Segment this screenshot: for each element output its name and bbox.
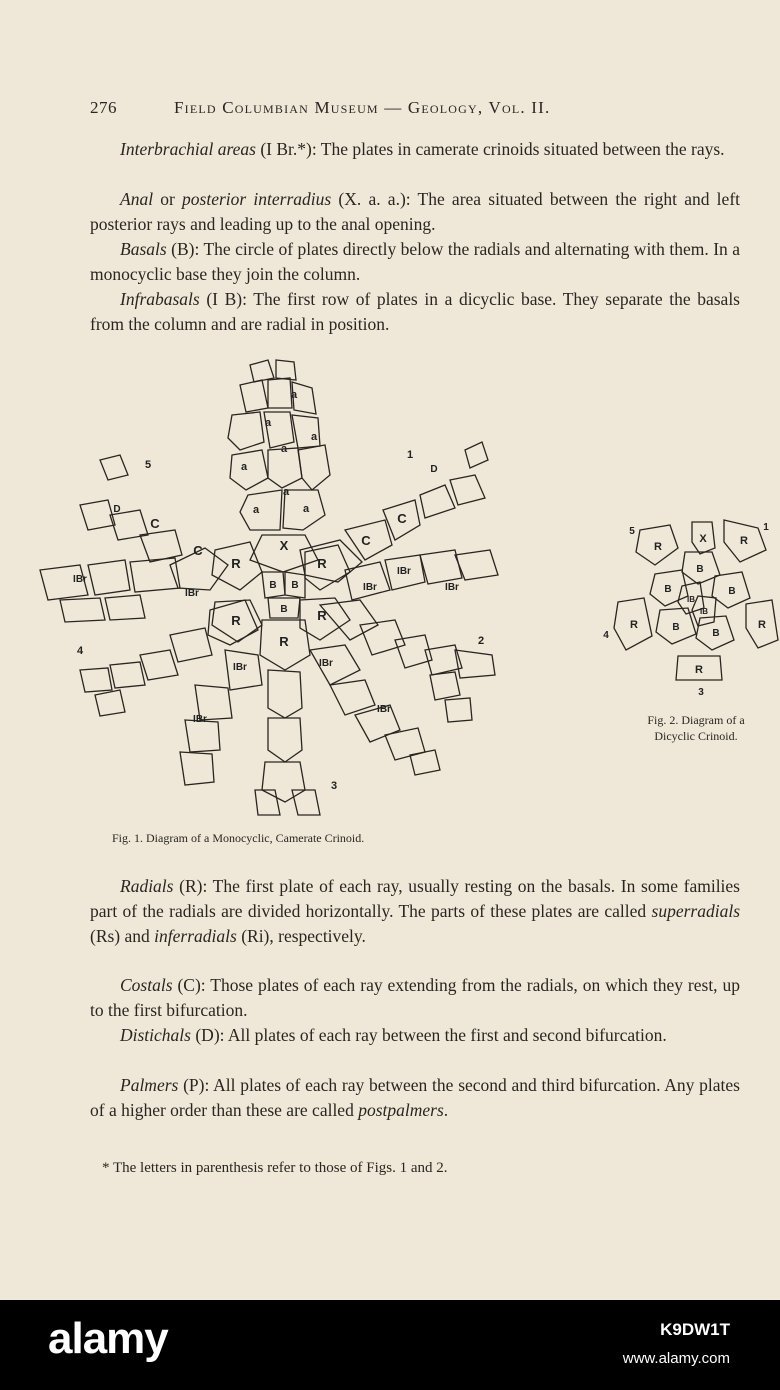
interbrachial-label: IBr <box>363 582 377 593</box>
figure-1-caption: Fig. 1. Diagram of a Monocyclic, Camerate Crinoid. <box>112 831 365 845</box>
definition-text: (P): All plates of each ray between the second and third bifurcation. Any plates of a higher order than these are called <box>90 1075 740 1120</box>
figure-2-diagram <box>600 510 780 700</box>
basal-label: B <box>696 564 704 575</box>
anal-label: a <box>252 504 260 516</box>
basal-label: B <box>291 580 299 591</box>
definition-text: or <box>153 189 183 209</box>
radial-label: R <box>630 619 638 631</box>
anal-x-label: X <box>699 533 707 545</box>
anal-label: a <box>290 389 298 401</box>
figure-2-caption <box>606 712 780 744</box>
basal-label: B <box>712 628 720 639</box>
term: inferradials <box>154 926 237 946</box>
figure-2-caption-line-2: Dicyclic Crinoid. <box>654 729 738 743</box>
interbrachial-label: IBr <box>377 704 391 715</box>
distichal-label: D <box>113 504 121 515</box>
interbrachial-label: IBr <box>73 574 87 585</box>
interbrachial-label: IBr <box>193 714 207 725</box>
definition-anal <box>90 187 740 237</box>
definition-palmers <box>90 1073 740 1123</box>
radial-label: R <box>317 608 327 623</box>
radial-label: R <box>740 535 748 547</box>
ray-number-1: 1 <box>406 449 414 461</box>
ray-number-3: 3 <box>698 687 704 698</box>
basal-label: B <box>269 580 277 591</box>
definition-text: (R): The first plate of each ray, usually resting on the basals. In some families part of the radials are divided horizontally. The parts of these plates are called <box>90 876 740 921</box>
interbrachial-label: IBr <box>445 582 459 593</box>
anal-label: a <box>280 443 288 455</box>
running-title: Field Columbian Museum — Geology, Vol. II. <box>174 98 551 117</box>
definition-radials <box>90 874 740 949</box>
basal-label: B <box>664 584 672 595</box>
anal-label: a <box>302 503 310 515</box>
definition-text: (Rs) and <box>90 926 155 946</box>
radial-label: R <box>695 664 703 676</box>
interbrachial-label: IBr <box>233 662 247 673</box>
ray-number-4: 4 <box>603 630 609 641</box>
definition-interbrachial <box>90 137 740 162</box>
ray-number-5: 5 <box>144 459 152 471</box>
ray-number-4: 4 <box>76 645 84 657</box>
infrabasal-label: IB <box>687 595 695 604</box>
term: Interbrachial areas <box>120 139 256 159</box>
term: Costals <box>120 975 173 995</box>
radial-plate <box>305 545 350 590</box>
costal-label: C <box>150 516 160 531</box>
watermark-bar <box>0 1300 780 1390</box>
definition-text: (D): All plates of each ray between the first and second bifurcation. <box>190 1025 667 1045</box>
figure-1-diagram <box>0 350 600 830</box>
costal-label: C <box>397 511 407 526</box>
ray-arm-lower <box>180 620 440 815</box>
ray-number-2: 2 <box>477 635 485 647</box>
image-id: K9DW1T <box>660 1320 730 1339</box>
definition-text: (X. a. a.): The area situated between the right and left posterior rays and leading up to the anal opening. <box>90 189 741 234</box>
definition-text: (I Br.*): The plates in camerate crinoids situated between the rays. <box>255 139 725 159</box>
interbrachial-label: IBr <box>185 588 199 599</box>
definition-costals <box>90 973 740 1023</box>
definition-basals <box>90 237 740 287</box>
alamy-logo: alamy <box>48 1314 168 1363</box>
radial-label: R <box>317 556 327 571</box>
ray-number-1: 1 <box>763 522 769 533</box>
radial-label: R <box>231 556 241 571</box>
definition-text: (I B): The first row of plates in a dicyclic base. They separate the basals from the column and are radial in position. <box>90 289 740 334</box>
definition-distichals <box>90 1023 740 1048</box>
anal-label: a <box>240 461 248 473</box>
basal-label: B <box>672 622 680 633</box>
definition-text: . <box>443 1100 449 1120</box>
figure-2-caption-line-1: Fig. 2. Diagram of a <box>647 713 745 727</box>
term: Infrabasals <box>120 289 200 309</box>
footnote: * The letters in parenthesis refer to those of Figs. 1 and 2. <box>102 1160 448 1176</box>
page-number: 276 <box>90 98 117 117</box>
radial-label: R <box>758 619 766 631</box>
term: posterior interradius <box>182 189 332 209</box>
interbrachial-label: IBr <box>319 658 333 669</box>
ray-number-5: 5 <box>629 526 635 537</box>
interbrachial-label: IBr <box>397 566 411 577</box>
term: superradials <box>651 901 740 921</box>
term: Basals <box>120 239 167 259</box>
anal-label: a <box>282 486 290 498</box>
definition-text: (B): The circle of plates directly below the radials and alternating with them. In a monocyclic base they join the column. <box>90 239 740 284</box>
term: Radials <box>120 876 174 896</box>
anal-label: a <box>264 417 272 429</box>
term: Distichals <box>120 1025 191 1045</box>
anal-x-label: X <box>279 538 289 553</box>
watermark-url: www.alamy.com <box>622 1350 730 1367</box>
infrabasal-label: IB <box>700 607 708 616</box>
anal-label: a <box>310 431 318 443</box>
ray-arm-left <box>40 455 228 622</box>
term: Palmers <box>120 1075 179 1095</box>
term: Anal <box>120 189 154 209</box>
ray-number-3: 3 <box>330 780 338 792</box>
definition-text: (C): Those plates of each ray extending from the radials, on which they rest, up to the first bifurcation. <box>90 975 740 1020</box>
costal-label: C <box>361 533 371 548</box>
term: postpalmers <box>358 1100 444 1120</box>
basal-label: B <box>728 586 736 597</box>
definition-infrabasals <box>90 287 740 337</box>
radial-label: R <box>231 613 241 628</box>
radial-label: R <box>654 541 662 553</box>
distichal-label: D <box>430 464 438 475</box>
basal-label: B <box>280 604 288 615</box>
costal-label: C <box>193 543 203 558</box>
definition-text: (Ri), respectively. <box>236 926 366 946</box>
ray-arm-lower-right <box>320 600 495 722</box>
radial-label: R <box>279 634 289 649</box>
